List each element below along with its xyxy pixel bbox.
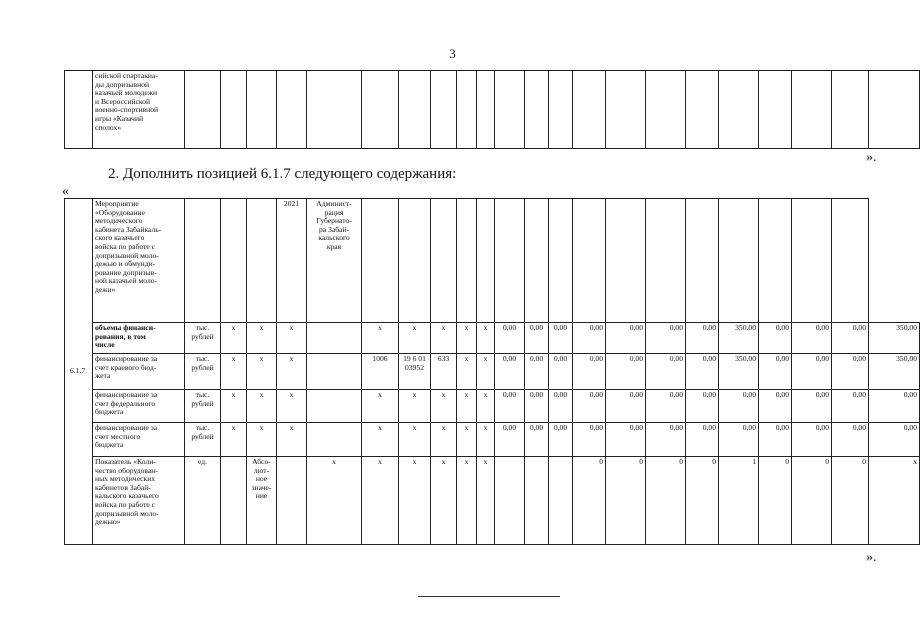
row-value: 0,00 bbox=[573, 323, 606, 354]
row-value: 0,00 bbox=[573, 390, 606, 423]
row-value: 0,00 bbox=[495, 390, 525, 423]
row-cell: 1006 bbox=[362, 354, 399, 390]
row-cell: х bbox=[247, 354, 277, 390]
row-value: 0,00 bbox=[792, 323, 832, 354]
row-cell bbox=[307, 423, 362, 457]
row-value: 0 bbox=[832, 457, 869, 545]
row-value: 0,00 bbox=[832, 354, 869, 390]
row-value bbox=[495, 457, 525, 545]
row-cell: х bbox=[277, 354, 307, 390]
position-code: 6.1.7. bbox=[65, 199, 93, 545]
row-unit: тыс. рублей bbox=[185, 423, 221, 457]
row-cell: х bbox=[431, 390, 457, 423]
row-cell bbox=[277, 457, 307, 545]
row-value: 0,00 bbox=[525, 423, 549, 457]
row-value bbox=[549, 457, 573, 545]
row-cell: х bbox=[477, 323, 495, 354]
row-cell: х bbox=[457, 423, 477, 457]
row-name: Показатель «Коли- чество оборудован- ных методических кабинетов Забай- кальского казачьего войска по работе с допризывной моло- дежью» bbox=[93, 457, 185, 545]
row-value: х bbox=[869, 457, 920, 545]
row-cell: х bbox=[431, 457, 457, 545]
top-table-fragment bbox=[64, 70, 920, 149]
row-cell: х bbox=[277, 390, 307, 423]
row-value: 0,00 bbox=[759, 323, 792, 354]
row-value: 0,00 bbox=[646, 323, 686, 354]
row-cell: х bbox=[431, 323, 457, 354]
closing-quote-top: ». bbox=[866, 150, 877, 165]
row-cell: х bbox=[477, 457, 495, 545]
row-name: финансирование за счет краевого бюд- жета bbox=[93, 354, 185, 390]
row-name: финансирование за счет местного бюджета bbox=[93, 423, 185, 457]
row-cell: х bbox=[399, 390, 431, 423]
row-value: 0 bbox=[759, 457, 792, 545]
row-cell: Абсо- лют- ное значе- ние bbox=[247, 457, 277, 545]
row-cell: х bbox=[221, 390, 247, 423]
row-cell: х bbox=[477, 390, 495, 423]
row-value: 0,00 bbox=[525, 354, 549, 390]
row-cell: х bbox=[431, 423, 457, 457]
row-value: 0,00 bbox=[759, 354, 792, 390]
row-value: 350,00 bbox=[869, 323, 920, 354]
row-value: 350,00 bbox=[869, 354, 920, 390]
row-cell bbox=[221, 457, 247, 545]
row-value: 0,00 bbox=[495, 323, 525, 354]
row-value: 0 bbox=[686, 457, 719, 545]
row-value: 0,00 bbox=[686, 390, 719, 423]
measure-executor: Админист- рация Губернато- ра Забай- кальского края bbox=[307, 199, 362, 323]
row-value: 0,00 bbox=[792, 423, 832, 457]
row-value: 0,00 bbox=[549, 423, 573, 457]
section-heading: 2. Дополнить позицией 6.1.7 следующего содержания: bbox=[108, 166, 457, 182]
row-cell: х bbox=[221, 354, 247, 390]
row-value: 0,00 bbox=[759, 390, 792, 423]
row-cell: х bbox=[457, 354, 477, 390]
row-value: 0,00 bbox=[759, 423, 792, 457]
row-value: 0,00 bbox=[792, 390, 832, 423]
page-number: 3 bbox=[449, 46, 456, 61]
table-row bbox=[65, 390, 920, 423]
measure-name: Мероприятие «Оборудование методического кабинета Забайкаль- ского казачьего войска по работе с допризывной моло- дежью и обмунди- рование допризыв- ной казачьей моло- дежи» bbox=[93, 199, 185, 323]
row-cell: х bbox=[457, 457, 477, 545]
row-cell: х bbox=[277, 323, 307, 354]
row-value: 0,00 bbox=[832, 390, 869, 423]
row-value: 0 bbox=[606, 457, 646, 545]
row-value: 0,00 bbox=[686, 323, 719, 354]
row-value: 0,00 bbox=[719, 423, 759, 457]
row-cell bbox=[307, 390, 362, 423]
row-unit: тыс. рублей bbox=[185, 354, 221, 390]
row-name: финансирование за счет федерального бюджета bbox=[93, 390, 185, 423]
row-cell: х bbox=[362, 423, 399, 457]
row-value: 0,00 bbox=[573, 354, 606, 390]
row-unit: тыс. рублей bbox=[185, 323, 221, 354]
row-unit: тыс. рублей bbox=[185, 390, 221, 423]
row-value: 0 bbox=[646, 457, 686, 545]
row-value: 0,00 bbox=[525, 323, 549, 354]
row-cell: х bbox=[247, 390, 277, 423]
row-value: 0,00 bbox=[495, 354, 525, 390]
row-value: 0 bbox=[573, 457, 606, 545]
row-cell: х bbox=[457, 390, 477, 423]
row-value: 350,00 bbox=[719, 354, 759, 390]
top-table-name-cell: сийской спартакиа- ды допризывной казачьей молодежи и Всероссийской военно-спортивной игры «Казачий сполох» bbox=[93, 71, 185, 149]
row-value: 0,00 bbox=[606, 390, 646, 423]
row-cell: х bbox=[277, 423, 307, 457]
row-value: 0,00 bbox=[525, 390, 549, 423]
row-cell: х bbox=[247, 423, 277, 457]
row-cell: х bbox=[477, 423, 495, 457]
footer-rule bbox=[418, 596, 560, 597]
row-value: 0,00 bbox=[573, 423, 606, 457]
row-cell: х bbox=[399, 423, 431, 457]
open-quote: « bbox=[62, 184, 69, 199]
row-value: 0,00 bbox=[832, 323, 869, 354]
row-cell: х bbox=[221, 323, 247, 354]
table-row bbox=[65, 354, 920, 390]
row-cell: х bbox=[477, 354, 495, 390]
row-value: 0,00 bbox=[495, 423, 525, 457]
row-cell: х bbox=[362, 457, 399, 545]
row-cell: х bbox=[362, 390, 399, 423]
table-row bbox=[65, 423, 920, 457]
row-value: 0,00 bbox=[792, 354, 832, 390]
main-table bbox=[64, 198, 920, 545]
row-cell: х bbox=[457, 323, 477, 354]
row-value: 0 bbox=[792, 457, 832, 545]
row-value bbox=[525, 457, 549, 545]
row-value: 0,00 bbox=[869, 390, 920, 423]
row-cell: 633 bbox=[431, 354, 457, 390]
row-value: 0,00 bbox=[646, 354, 686, 390]
row-cell: х bbox=[307, 457, 362, 545]
row-cell: х bbox=[399, 457, 431, 545]
row-value: 0,00 bbox=[606, 423, 646, 457]
measure-row bbox=[65, 199, 920, 323]
row-value: 0,00 bbox=[869, 423, 920, 457]
row-value: 0,00 bbox=[606, 323, 646, 354]
row-value: 0,00 bbox=[719, 390, 759, 423]
row-cell bbox=[307, 323, 362, 354]
row-cell: х bbox=[399, 323, 431, 354]
row-cell: х bbox=[362, 323, 399, 354]
closing-quote-bottom: ». bbox=[866, 550, 877, 565]
row-cell bbox=[307, 354, 362, 390]
row-value: 0,00 bbox=[549, 390, 573, 423]
row-value: 0,00 bbox=[646, 423, 686, 457]
measure-year: 2021 bbox=[277, 199, 307, 323]
row-value: 0,00 bbox=[646, 390, 686, 423]
row-value: 0,00 bbox=[549, 323, 573, 354]
row-cell: х bbox=[221, 423, 247, 457]
row-value: 0,00 bbox=[606, 354, 646, 390]
row-cell: 19 6 01 03952 bbox=[399, 354, 431, 390]
row-value: 0,00 bbox=[686, 354, 719, 390]
row-value: 1 bbox=[719, 457, 759, 545]
row-unit: ед. bbox=[185, 457, 221, 545]
table-row bbox=[65, 457, 920, 545]
row-value: 0,00 bbox=[832, 423, 869, 457]
row-name: объемы финанси- рования, в том числе bbox=[93, 323, 185, 354]
table-row bbox=[65, 323, 920, 354]
row-cell: х bbox=[247, 323, 277, 354]
row-value: 350,00 bbox=[719, 323, 759, 354]
row-value: 0,00 bbox=[686, 423, 719, 457]
row-value: 0,00 bbox=[549, 354, 573, 390]
